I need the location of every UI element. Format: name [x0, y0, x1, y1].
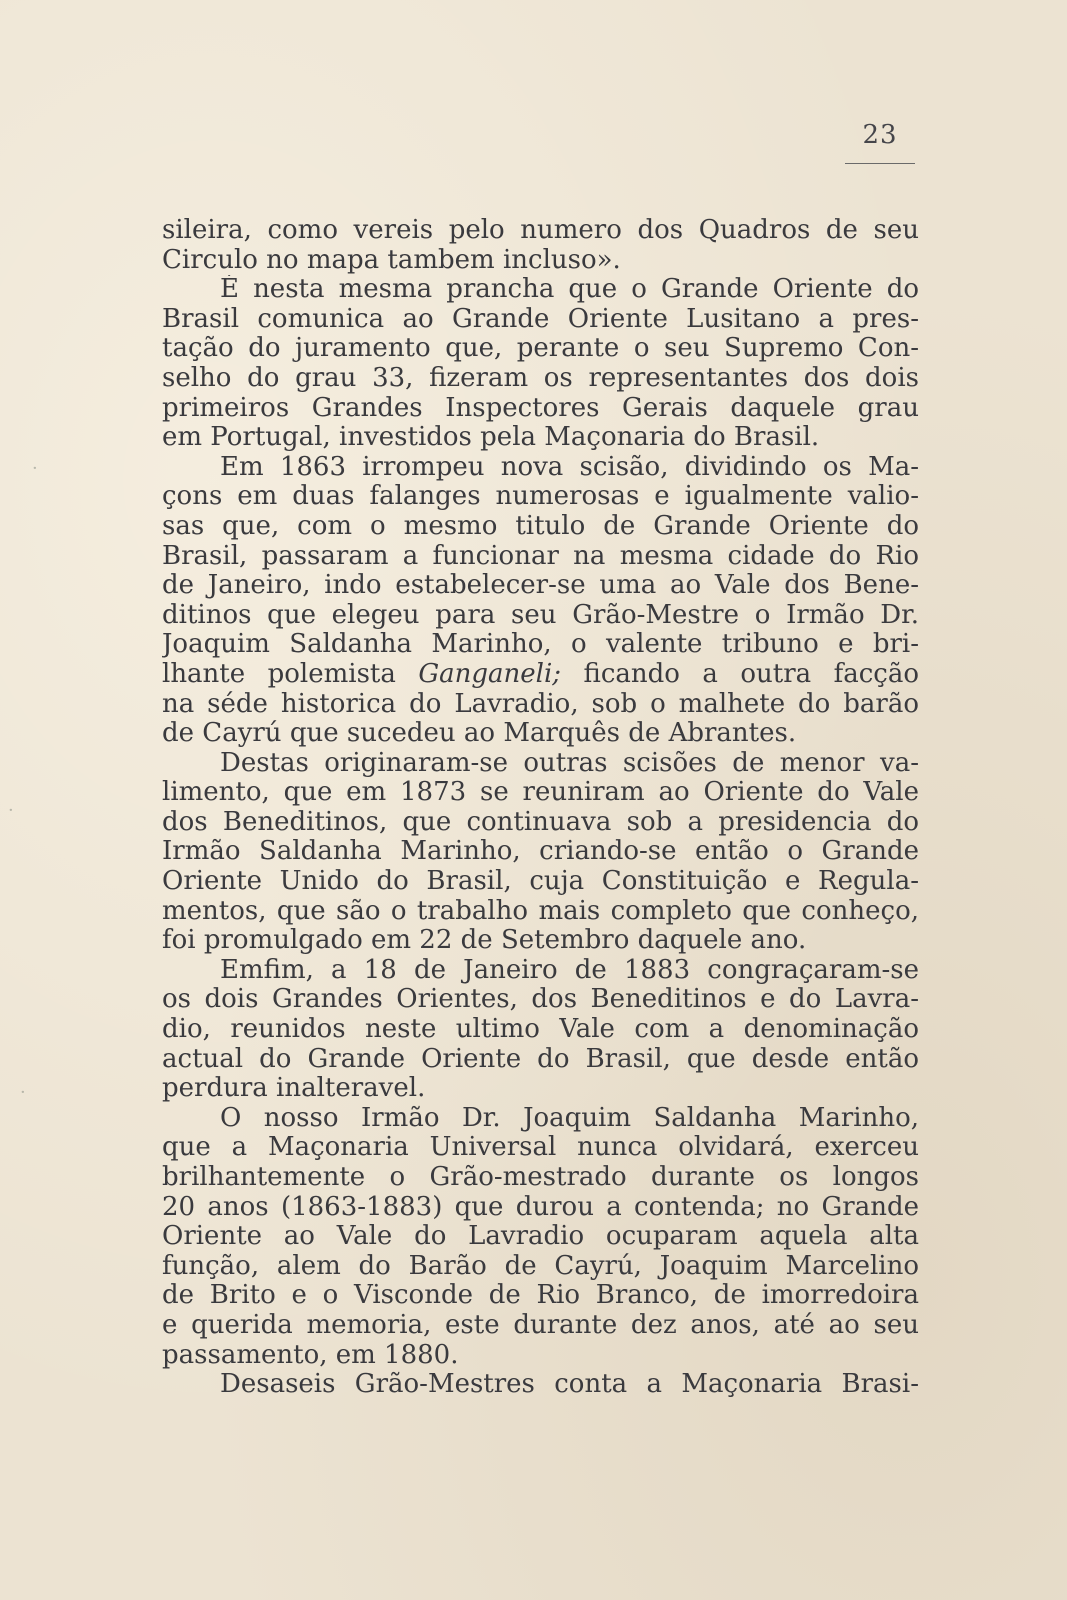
- paragraph-first-line: Destas originaram-se outras scisões de menor va-: [220, 748, 919, 778]
- text-line: em Portugal, investidos pela Maçonaria do Brasil.: [162, 423, 820, 453]
- paper-blemish: ·: [8, 800, 14, 821]
- text-line: dio, reunidos neste ultimo Vale com a denominação: [162, 1015, 919, 1045]
- text-fragment: lhante polemista: [162, 659, 396, 689]
- paragraph-first-line: Em 1863 irrompeu nova scisão, dividindo os Ma-: [220, 452, 919, 482]
- text-line: Joaquim Saldanha Marinho, o valente tribuno e bri-: [162, 630, 919, 660]
- text-line: e querida memoria, este durante dez anos, até ao seu: [162, 1310, 919, 1340]
- text-line: Brasil, passaram a funcionar na mesma cidade do Rio: [162, 541, 919, 571]
- paragraph-first-line: Emfim, a 18 de Janeiro de 1883 congraçaram-se: [220, 955, 919, 985]
- text-line-with-italic: [162, 660, 919, 690]
- text-line: sileira, como vereis pelo numero dos Quadros de seu: [162, 216, 919, 245]
- text-line: brilhantemente o Grão-mestrado durante os longos: [162, 1163, 919, 1192]
- text-line: primeiros Grandes Inspectores Gerais daquele grau: [162, 393, 919, 423]
- text-line: actual do Grande Oriente do Brasil, que desde então: [162, 1044, 919, 1074]
- text-line: Brasil comunica ao Grande Oriente Lusitano a pres-: [162, 304, 919, 334]
- paragraph-first-line: É nesta mesma prancha que o Grande Oriente do: [220, 275, 919, 305]
- text-line: perdura inalteravel.: [162, 1074, 426, 1104]
- text-line: ditinos que elegeu para seu Grão-Mestre o Irmão Dr.: [162, 600, 919, 630]
- text-line: os dois Grandes Orientes, dos Beneditinos e do Lavra-: [162, 985, 919, 1015]
- text-line: Irmão Saldanha Marinho, criando-se então o Grande: [162, 837, 919, 867]
- body-text: [162, 216, 919, 1400]
- text-line: foi promulgado em 22 de Setembro daquele ano.: [162, 926, 807, 956]
- text-line: função, alem do Barão de Cayrú, Joaquim Marcelino: [162, 1251, 919, 1281]
- text-line: sas que, com o mesmo titulo de Grande Oriente do: [162, 511, 919, 541]
- text-line: Circulo no mapa tambem incluso».: [162, 245, 621, 275]
- text-line: çons em duas falanges numerosas e igualmente valio-: [162, 482, 919, 512]
- text-line: mentos, que são o trabalho mais completo que conheço,: [162, 896, 919, 926]
- text-line: que a Maçonaria Universal nunca olvidará, exerceu: [162, 1133, 919, 1163]
- paragraph-first-line: O nosso Irmão Dr. Joaquim Saldanha Marinho,: [220, 1103, 919, 1133]
- header-rule: [845, 163, 915, 164]
- paper-blemish: ·: [32, 458, 38, 479]
- text-line: de Cayrú que sucedeu ao Marquês de Abrantes.: [162, 719, 797, 749]
- text-line: de Janeiro, indo estabelecer-se uma ao Vale dos Bene-: [162, 571, 919, 601]
- paragraph-first-line: Desaseis Grão-Mestres conta a Maçonaria Brasi-: [220, 1370, 919, 1400]
- text-line: Oriente Unido do Brasil, cuja Constituição e Regula-: [162, 867, 919, 897]
- text-line: tação do juramento que, perante o seu Supremo Con-: [162, 334, 919, 364]
- text-line: passamento, em 1880.: [162, 1340, 459, 1370]
- italic-name: Ganganeli;: [418, 659, 562, 689]
- text-line: 20 anos (1863-1883) que durou a contenda; no Grande: [162, 1192, 919, 1222]
- text-line: dos Beneditinos, que continuava sob a presidencia do: [162, 807, 919, 837]
- text-line: na séde historica do Lavradio, sob o malhete do barão: [162, 689, 919, 719]
- text-line: selho do grau 33, fizeram os representantes dos dois: [162, 363, 919, 393]
- text-line: de Brito e o Visconde de Rio Branco, de imorredoira: [162, 1281, 919, 1311]
- page-number: 23: [862, 120, 898, 150]
- text-line: Oriente ao Vale do Lavradio ocuparam aquela alta: [162, 1222, 919, 1252]
- text-line: limento, que em 1873 se reuniram ao Oriente do Vale: [162, 778, 919, 808]
- paper-blemish: ·: [20, 1082, 26, 1103]
- text-fragment: ficando a outra facção: [583, 659, 919, 689]
